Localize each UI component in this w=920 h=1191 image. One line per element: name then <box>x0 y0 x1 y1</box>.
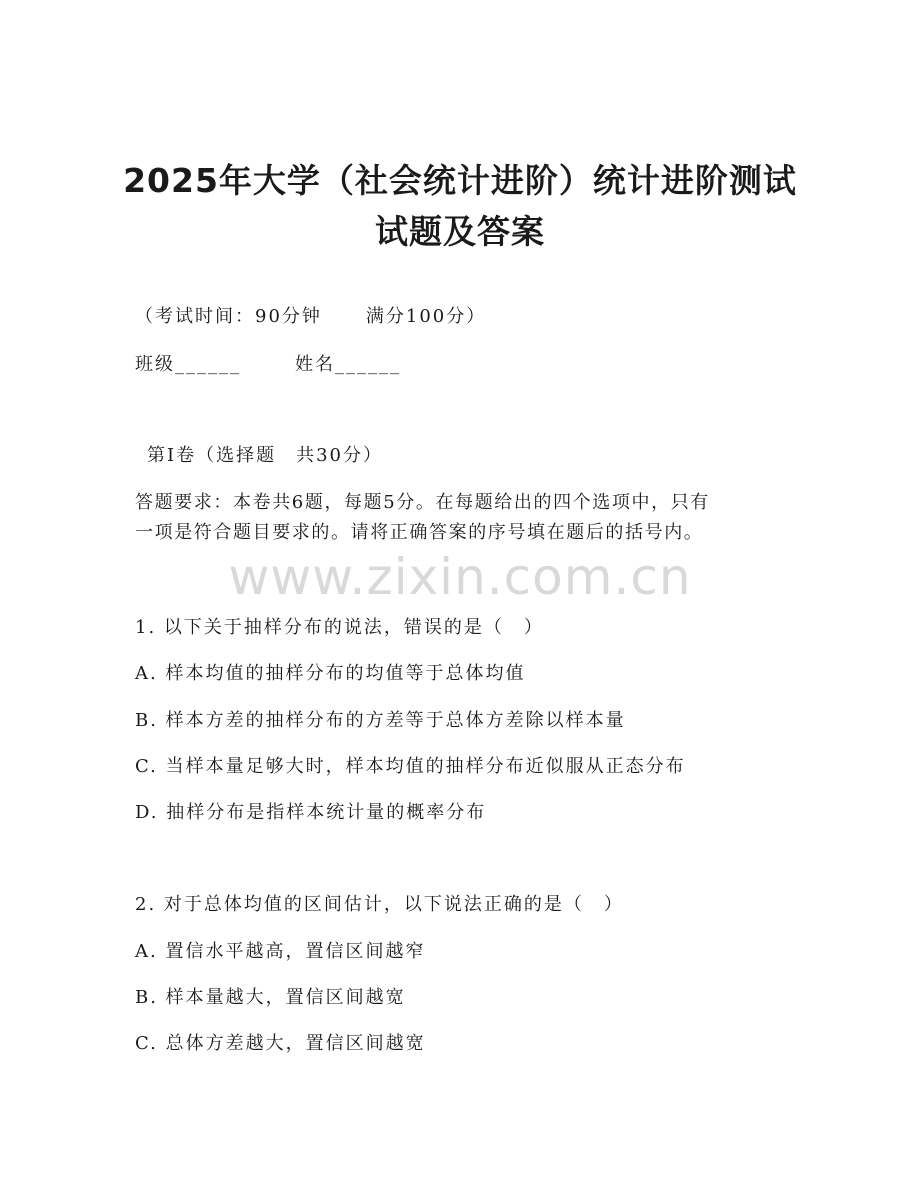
exam-info <box>135 302 486 328</box>
watermark: www.zixin.com.cn <box>228 548 692 606</box>
question-2-stem: 2. 对于总体均值的区间估计，以下说法正确的是（ ） <box>135 894 624 915</box>
name-field: 姓名______ <box>295 354 401 375</box>
question-1-option-a: A. 样本均值的抽样分布的均值等于总体均值 <box>135 663 526 684</box>
question-1-option-b: B. 样本方差的抽样分布的方差等于总体方差除以样本量 <box>135 710 626 731</box>
exam-full-score: 满分100分） <box>365 306 487 327</box>
student-info <box>135 350 401 376</box>
question-1-stem: 1. 以下关于抽样分布的说法，错误的是（ ） <box>135 617 544 638</box>
section-heading: 第Ⅰ卷（选择题 共30分） <box>147 445 384 466</box>
question-2-option-a: A. 置信水平越高，置信区间越窄 <box>135 941 426 962</box>
instructions-line-2: 一项是符合题目要求的。请将正确答案的序号填在题后的括号内。 <box>135 522 704 543</box>
document-title-line-2: 试题及答案 <box>375 212 545 251</box>
document-title-line-1: 2025年大学（社会统计进阶）统计进阶测试 <box>123 161 797 200</box>
question-1-option-d: D. 抽样分布是指样本统计量的概率分布 <box>135 802 487 823</box>
question-2-option-b: B. 样本量越大，置信区间越宽 <box>135 987 406 1008</box>
exam-time: （考试时间：90分钟 <box>135 306 322 327</box>
class-field: 班级______ <box>135 354 241 375</box>
question-1-option-c: C. 当样本量足够大时，样本均值的抽样分布近似服从正态分布 <box>135 756 686 777</box>
question-2-option-c: C. 总体方差越大，置信区间越宽 <box>135 1033 426 1054</box>
instructions-line-1: 答题要求：本卷共6题，每题5分。在每题给出的四个选项中，只有 <box>135 492 710 513</box>
